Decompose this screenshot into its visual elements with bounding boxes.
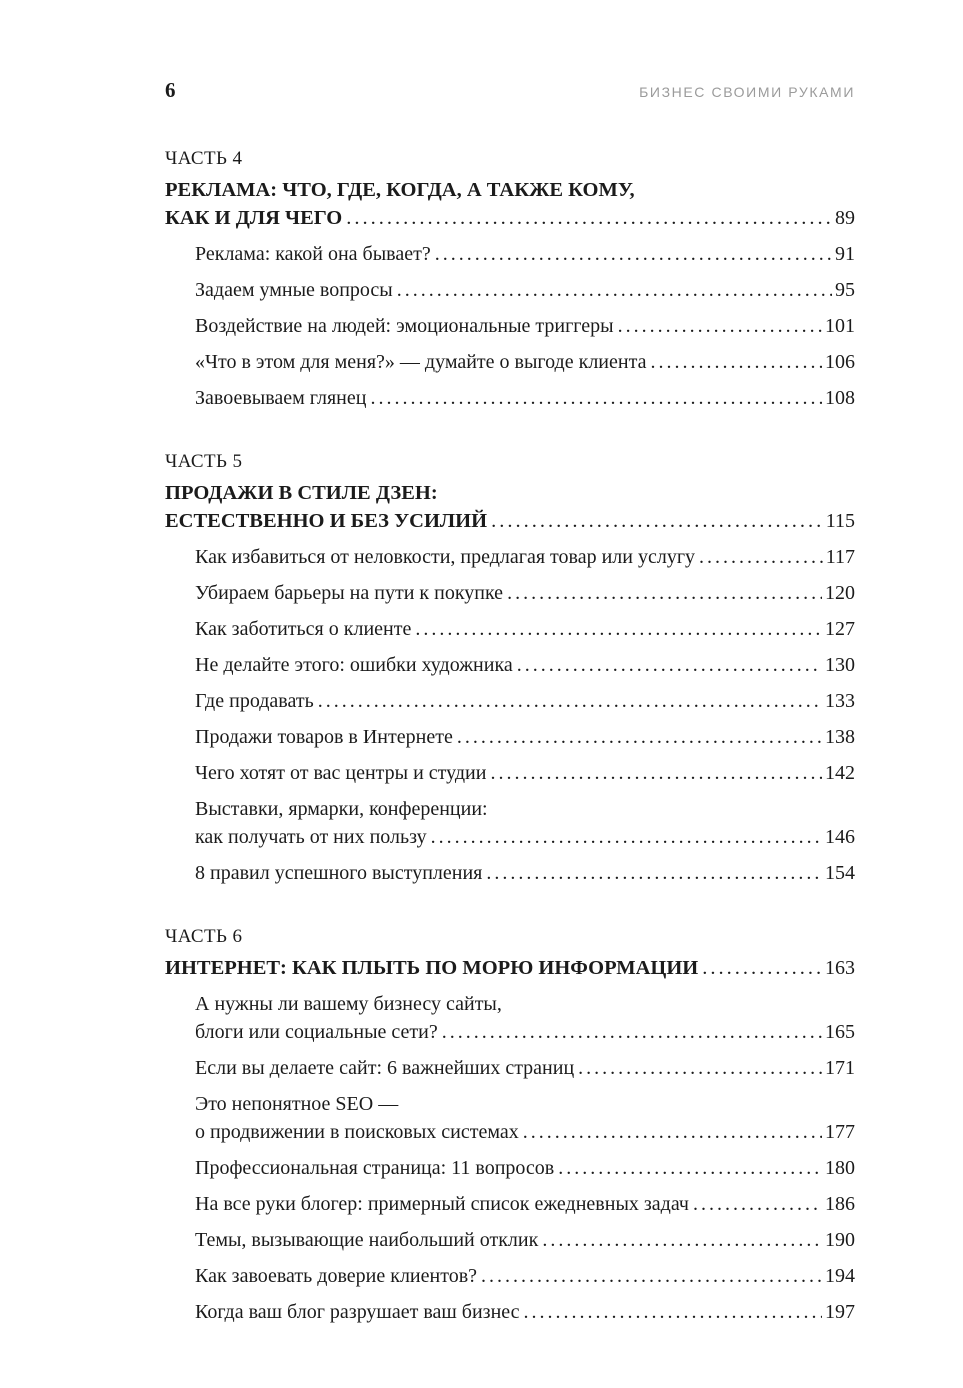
dot-leader — [578, 1054, 822, 1082]
dot-leader — [415, 615, 822, 643]
section-title-text: ЕСТЕСТВЕННО И БЕЗ УСИЛИЙ — [165, 510, 488, 532]
dot-leader — [693, 1190, 822, 1218]
entry-row — [195, 579, 855, 607]
toc — [165, 145, 855, 1326]
entry-text: Как завоевать доверие клиентов? — [195, 1265, 478, 1287]
toc-entry — [195, 990, 855, 1046]
section-title-row — [165, 204, 855, 232]
page-ref: 127 — [825, 618, 855, 640]
entry-row — [195, 384, 855, 412]
toc-entry — [195, 579, 855, 607]
entry-title-line: А нужны ли вашему бизнесу сайты, — [195, 993, 502, 1015]
dot-leader — [618, 312, 822, 340]
dot-leader — [486, 859, 822, 887]
toc-entry — [195, 543, 855, 571]
entry-row — [195, 615, 855, 643]
page-ref: 197 — [825, 1301, 855, 1323]
page-ref: 95 — [835, 279, 855, 301]
dot-leader — [397, 276, 832, 304]
section-title-row — [165, 954, 855, 982]
entry-text: «Что в этом для меня?» — думайте о выгоде клиента — [195, 351, 647, 373]
toc-entry — [195, 1090, 855, 1146]
toc-entry — [195, 1262, 855, 1290]
part-label: ЧАСТЬ 5 — [165, 451, 243, 472]
entry-text: Воздействие на людей: эмоциональные триггеры — [195, 315, 614, 337]
page-ref: 171 — [825, 1057, 855, 1079]
toc-entry — [195, 240, 855, 268]
section-title-text: КАК И ДЛЯ ЧЕГО — [165, 207, 343, 229]
toc-entry — [195, 723, 855, 751]
dot-leader — [370, 384, 822, 412]
dot-leader — [650, 348, 822, 376]
dot-leader — [491, 507, 823, 535]
page-ref: 89 — [835, 207, 855, 229]
entry-row — [195, 1226, 855, 1254]
entry-row — [195, 651, 855, 679]
section-title — [165, 176, 855, 232]
toc-entry — [195, 1154, 855, 1182]
entry-text: Убираем барьеры на пути к покупке — [195, 582, 504, 604]
section-title-row — [165, 507, 855, 535]
toc-entry — [195, 859, 855, 887]
section-title-line: ПРОДАЖИ В СТИЛЕ ДЗЕН: — [165, 482, 438, 504]
dot-leader — [442, 1018, 822, 1046]
entry-row — [195, 1190, 855, 1218]
section-title-line: РЕКЛАМА: ЧТО, ГДЕ, КОГДА, А ТАКЖЕ КОМУ, — [165, 179, 635, 201]
page-ref: 120 — [825, 582, 855, 604]
entry-text: блоги или социальные сети? — [195, 1021, 438, 1043]
toc-entry — [195, 276, 855, 304]
entry-row — [195, 1154, 855, 1182]
entry-text: Завоевываем глянец — [195, 387, 367, 409]
entry-text: Как заботиться о клиенте — [195, 618, 412, 640]
page-ref: 101 — [825, 315, 855, 337]
page-number: 6 — [165, 78, 176, 102]
dot-leader — [699, 543, 823, 571]
entry-row — [195, 723, 855, 751]
toc-section — [165, 923, 855, 1326]
entry-text: Задаем умные вопросы — [195, 279, 393, 301]
page-ref: 146 — [825, 826, 855, 848]
entry-row — [195, 759, 855, 787]
dot-leader — [457, 723, 822, 751]
page-ref: 108 — [825, 387, 855, 409]
toc-entry — [195, 687, 855, 715]
toc-entry — [195, 615, 855, 643]
entry-text: Реклама: какой она бывает? — [195, 243, 431, 265]
toc-entry — [195, 312, 855, 340]
page-ref: 117 — [825, 546, 855, 568]
dot-leader — [481, 1262, 822, 1290]
page-ref: 115 — [825, 510, 855, 532]
entry-text: 8 правил успешного выступления — [195, 862, 483, 884]
toc-entry — [195, 1190, 855, 1218]
page-ref: 194 — [825, 1265, 855, 1287]
dot-leader — [523, 1118, 822, 1146]
entry-row — [195, 312, 855, 340]
part-label: ЧАСТЬ 4 — [165, 148, 243, 169]
dot-leader — [318, 687, 822, 715]
entry-row — [195, 543, 855, 571]
entry-text: Где продавать — [195, 690, 314, 712]
dot-leader — [431, 823, 822, 851]
page-ref: 186 — [825, 1193, 855, 1215]
entry-row — [195, 1298, 855, 1326]
entry-text: Темы, вызывающие наибольший отклик — [195, 1229, 539, 1251]
toc-entry — [195, 1054, 855, 1082]
page-ref: 190 — [825, 1229, 855, 1251]
entry-text: Если вы делаете сайт: 6 важнейших страниц — [195, 1057, 575, 1079]
toc-entry — [195, 348, 855, 376]
section-title — [165, 479, 855, 535]
entry-row — [195, 1018, 855, 1046]
entry-row — [195, 276, 855, 304]
toc-entry — [195, 651, 855, 679]
toc-section — [165, 448, 855, 887]
entry-row — [195, 687, 855, 715]
page-ref: 106 — [825, 351, 855, 373]
page-ref: 91 — [835, 243, 855, 265]
entry-text: Когда ваш блог разрушает ваш бизнес — [195, 1301, 520, 1323]
dot-leader — [542, 1226, 822, 1254]
entry-row — [195, 823, 855, 851]
dot-leader — [435, 240, 832, 268]
page-ref: 130 — [825, 654, 855, 676]
page-ref: 177 — [825, 1121, 855, 1143]
section-title-text: ИНТЕРНЕТ: КАК ПЛЫТЬ ПО МОРЮ ИНФОРМАЦИИ — [165, 957, 699, 979]
dot-leader — [490, 759, 822, 787]
entry-row — [195, 240, 855, 268]
page-ref: 165 — [825, 1021, 855, 1043]
entry-text: Профессиональная страница: 11 вопросов — [195, 1157, 555, 1179]
entry-title-line: Выставки, ярмарки, конференции: — [195, 798, 488, 820]
section-title — [165, 954, 855, 982]
entry-row — [195, 1118, 855, 1146]
toc-entry — [195, 384, 855, 412]
entry-text: Не делайте этого: ошибки художника — [195, 654, 513, 676]
running-title: БИЗНЕС СВОИМИ РУКАМИ — [639, 84, 855, 100]
entry-row — [195, 859, 855, 887]
dot-leader — [517, 651, 822, 679]
page-ref: 154 — [825, 862, 855, 884]
toc-entry — [195, 795, 855, 851]
toc-section — [165, 145, 855, 412]
page-ref: 138 — [825, 726, 855, 748]
entry-text: о продвижении в поисковых системах — [195, 1121, 519, 1143]
page-ref: 142 — [825, 762, 855, 784]
entry-row — [195, 348, 855, 376]
entry-text: Как избавиться от неловкости, предлагая товар или услугу — [195, 546, 696, 568]
entry-text: На все руки блогер: примерный список ежедневных задач — [195, 1193, 689, 1215]
entry-text: как получать от них пользу — [195, 826, 427, 848]
part-label: ЧАСТЬ 6 — [165, 926, 243, 947]
toc-entry — [195, 1298, 855, 1326]
entry-row — [195, 1054, 855, 1082]
dot-leader — [702, 954, 822, 982]
entry-text: Продажи товаров в Интернете — [195, 726, 453, 748]
dot-leader — [346, 204, 832, 232]
entry-row — [195, 1262, 855, 1290]
toc-entry — [195, 759, 855, 787]
dot-leader — [558, 1154, 822, 1182]
entry-text: Чего хотят от вас центры и студии — [195, 762, 487, 784]
page-ref: 180 — [825, 1157, 855, 1179]
entry-title-line: Это непонятное SEO — — [195, 1093, 399, 1115]
page-ref: 133 — [825, 690, 855, 712]
page-header — [165, 78, 855, 103]
dot-leader — [507, 579, 822, 607]
page-ref: 163 — [825, 957, 855, 979]
toc-entry — [195, 1226, 855, 1254]
dot-leader — [524, 1298, 822, 1326]
